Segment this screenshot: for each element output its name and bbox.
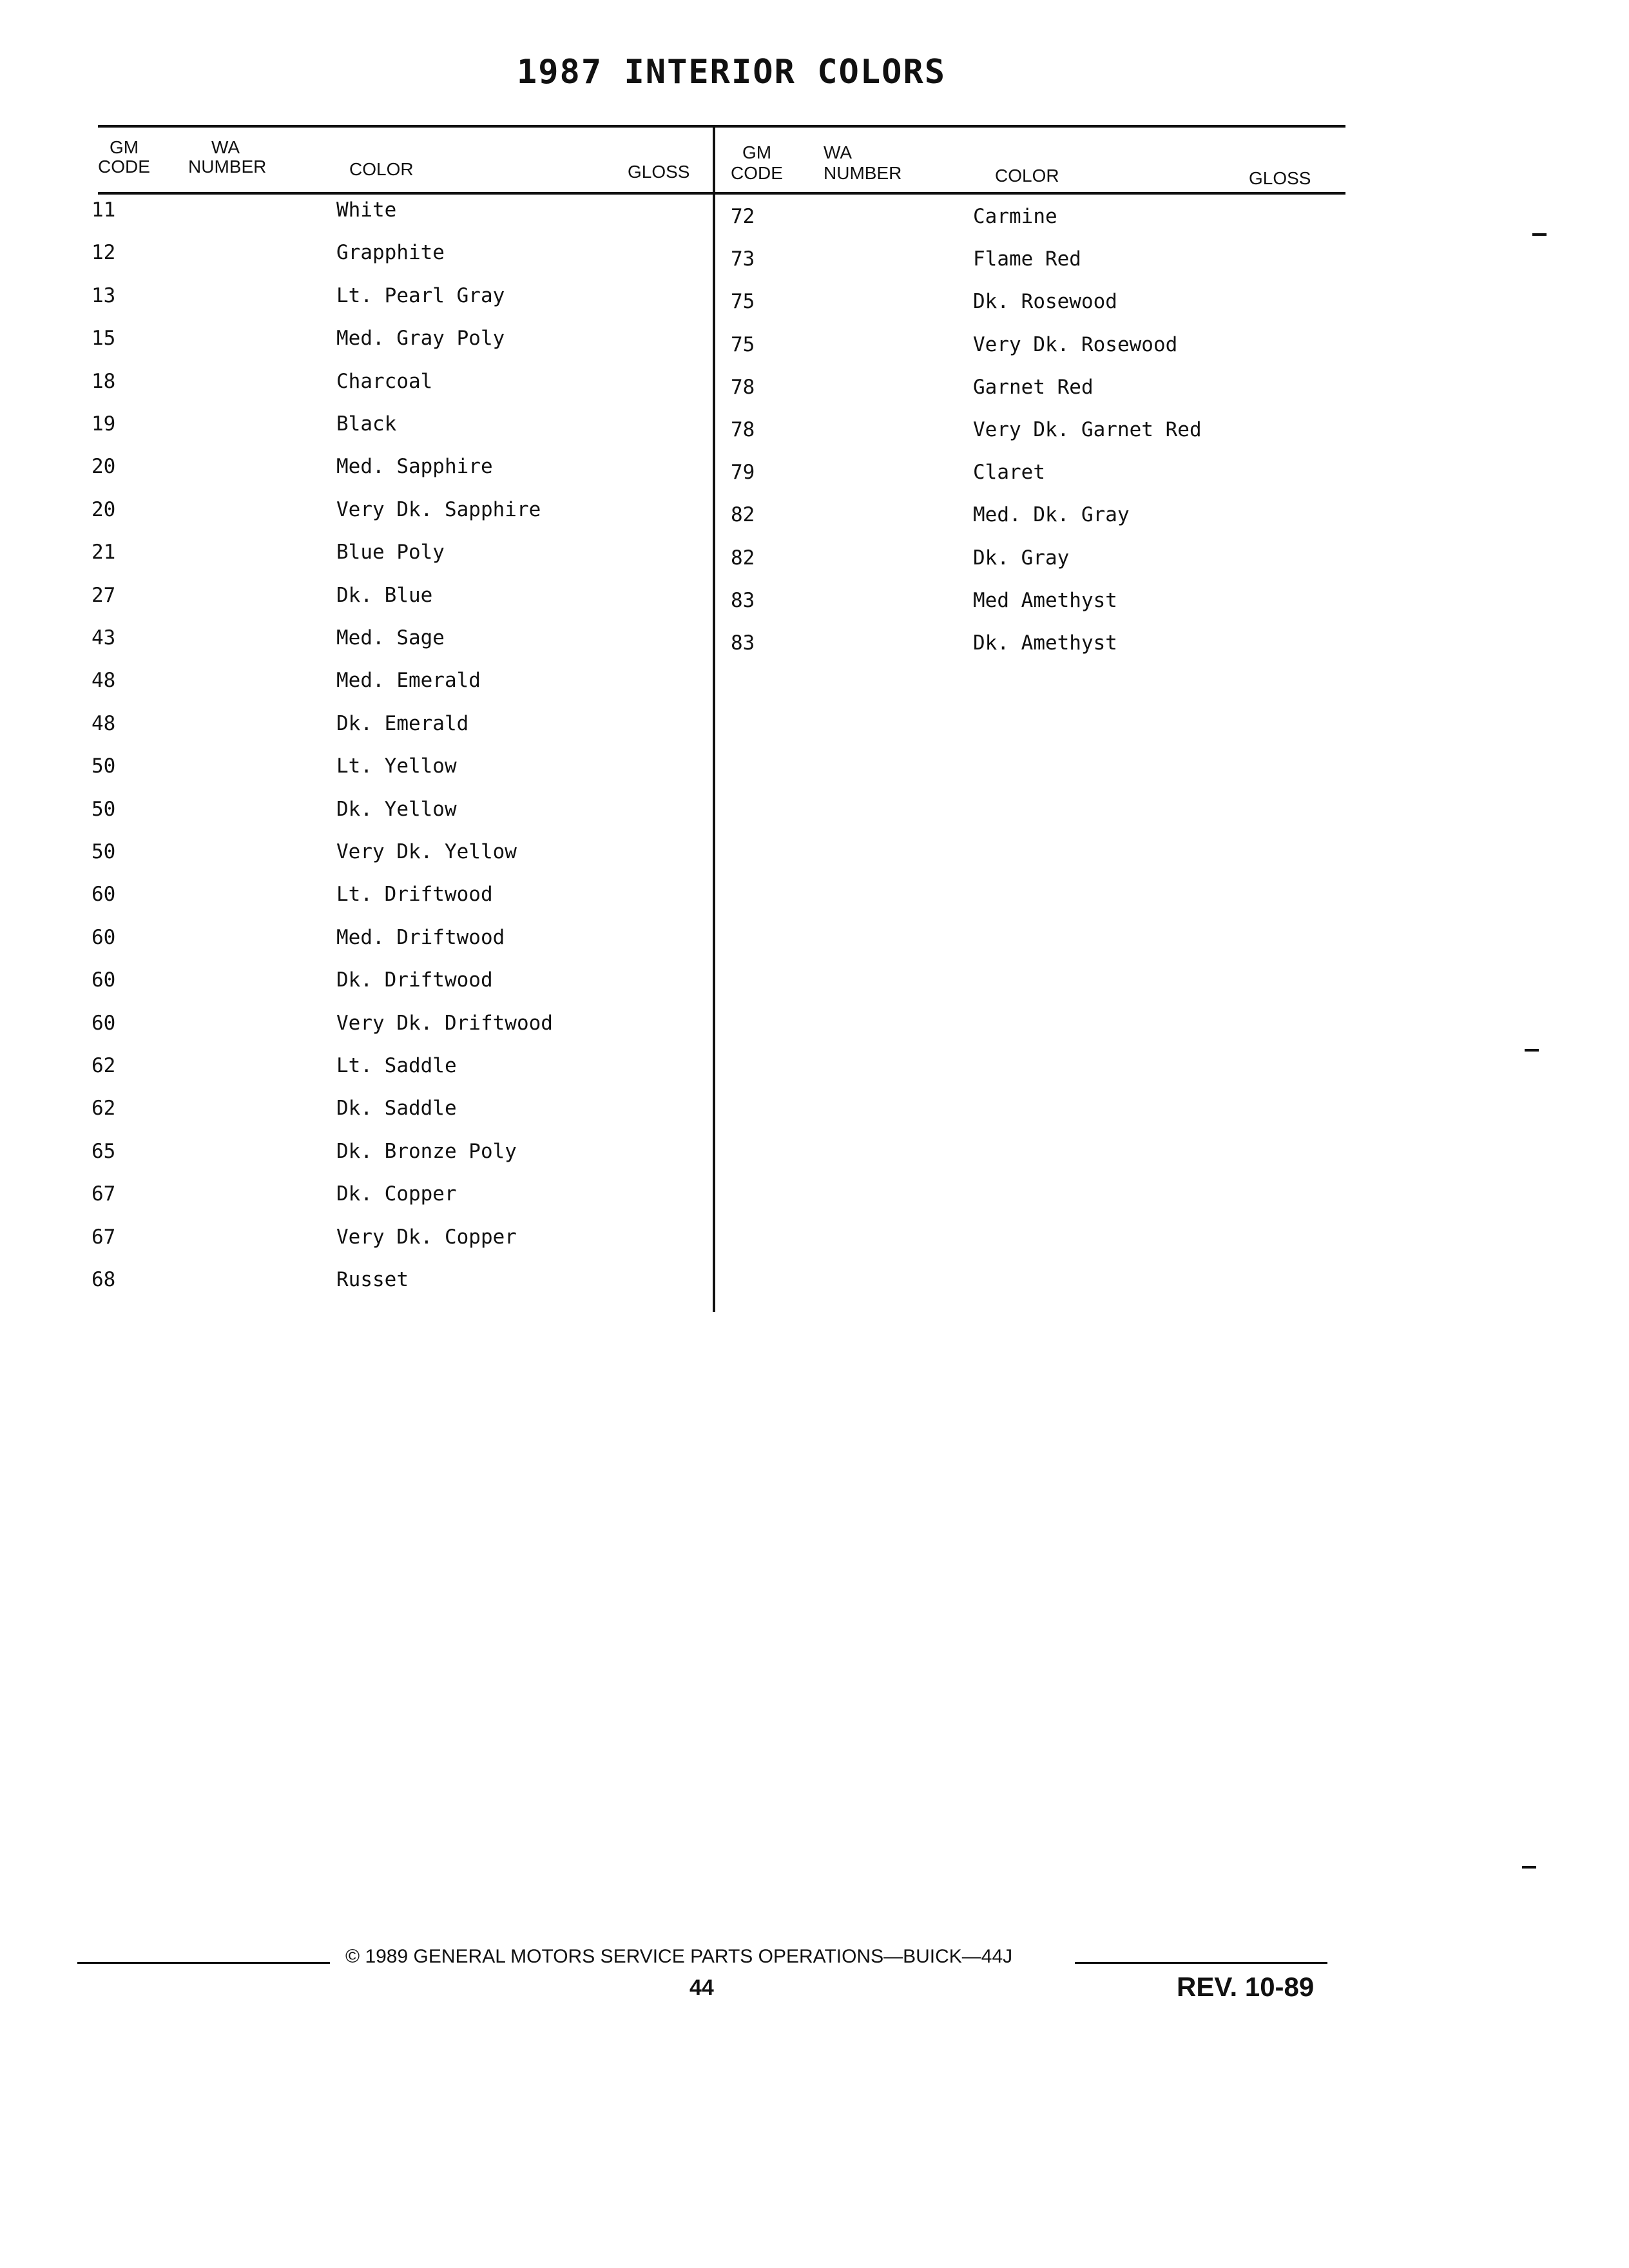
color-name: White [336,198,397,222]
color-name: Black [336,412,397,436]
color-name: Dk. Gray [973,546,1070,570]
gm-code: 75 [731,332,755,356]
color-name: Med. Sage [336,626,445,649]
color-name: Very Dk. Yellow [336,840,517,863]
gm-code: 11 [92,198,116,222]
color-name: Grapphite [336,241,445,265]
gm-code: 12 [92,241,116,265]
page-title: 1987 INTERIOR COLORS [516,53,947,91]
color-name: Very Dk. Sapphire [336,497,541,521]
margin-mark [1532,233,1547,236]
color-name: Claret [973,461,1045,485]
gm-code: 20 [92,455,116,479]
left-header-code: CODE [98,157,150,177]
gm-code: 83 [731,588,755,612]
revision-label: REV. 10-89 [1177,1972,1315,2002]
gm-code: 78 [731,375,755,399]
gm-code: 73 [731,247,755,271]
color-name: Dk. Rosewood [973,290,1117,314]
footer-copyright: © 1989 GENERAL MOTORS SERVICE PARTS OPERATIONS—BUICK—44J [345,1946,1013,1967]
gm-code: 48 [92,669,116,693]
gm-code: 83 [731,631,755,655]
color-name: Lt. Pearl Gray [336,284,505,307]
color-name: Dk. Bronze Poly [336,1139,517,1163]
gm-code: 67 [92,1182,116,1206]
gm-code: 82 [731,503,755,527]
color-name: Med. Gray Poly [336,327,505,351]
color-name: Very Dk. Driftwood [336,1011,553,1035]
gm-code: 62 [92,1054,116,1077]
color-name: Dk. Blue [336,583,433,607]
color-name: Med. Emerald [336,669,481,693]
gm-code: 19 [92,412,116,436]
right-header-code: CODE [731,163,783,183]
color-name: Dk. Emerald [336,711,469,735]
gm-code: 60 [92,883,116,907]
color-name: Med. Driftwood [336,925,505,949]
left-header-gloss: GLOSS [628,162,690,182]
gm-code: 43 [92,626,116,649]
color-name: Very Dk. Rosewood [973,332,1178,356]
margin-mark [1522,1866,1536,1869]
color-name: Lt. Driftwood [336,883,493,907]
color-name: Flame Red [973,247,1081,271]
gm-code: 60 [92,925,116,949]
color-name: Med. Dk. Gray [973,503,1130,527]
top-rule [98,125,1345,128]
gm-code: 68 [92,1268,116,1291]
gm-code: 18 [92,369,116,393]
right-header-rule [715,192,1345,195]
left-header-number: NUMBER [188,157,267,177]
left-header-rule [98,192,713,195]
gm-code: 79 [731,461,755,485]
color-name: Dk. Saddle [336,1097,457,1120]
color-name: Dk. Yellow [336,797,457,821]
color-name: Very Dk. Garnet Red [973,418,1202,441]
right-header-gloss: GLOSS [1249,168,1311,188]
gm-code: 62 [92,1097,116,1120]
gm-code: 72 [731,205,755,228]
column-divider [713,125,715,1312]
color-name: Lt. Yellow [336,754,457,778]
right-header-gm: GM [742,142,772,162]
color-name: Carmine [973,205,1057,228]
left-header-gm: GM [110,137,139,157]
color-name: Blue Poly [336,541,445,564]
gm-code: 65 [92,1139,116,1163]
footer-rule-right [1075,1962,1327,1964]
color-name: Dk. Copper [336,1182,457,1206]
gm-code: 50 [92,840,116,863]
gm-code: 21 [92,541,116,564]
color-name: Russet [336,1268,409,1291]
footer-rule-left [77,1962,330,1964]
margin-mark [1525,1049,1539,1052]
gm-code: 15 [92,327,116,351]
color-name: Med. Sapphire [336,455,493,479]
left-header-color: COLOR [349,159,414,179]
color-name: Dk. Driftwood [336,968,493,992]
gm-code: 78 [731,418,755,441]
gm-code: 60 [92,1011,116,1035]
color-name: Very Dk. Copper [336,1225,517,1249]
right-header-number: NUMBER [824,163,902,183]
right-header-wa: WA [824,142,853,162]
gm-code: 13 [92,284,116,307]
page-number: 44 [689,1975,714,2000]
gm-code: 50 [92,754,116,778]
left-header-wa: WA [211,137,240,157]
gm-code: 60 [92,968,116,992]
gm-code: 27 [92,583,116,607]
gm-code: 75 [731,290,755,314]
color-name: Med Amethyst [973,588,1117,612]
gm-code: 20 [92,497,116,521]
color-name: Dk. Amethyst [973,631,1117,655]
color-name: Lt. Saddle [336,1054,457,1077]
right-header-color: COLOR [995,166,1059,186]
color-name: Charcoal [336,369,433,393]
gm-code: 82 [731,546,755,570]
gm-code: 67 [92,1225,116,1249]
gm-code: 50 [92,797,116,821]
color-name: Garnet Red [973,375,1094,399]
gm-code: 48 [92,711,116,735]
